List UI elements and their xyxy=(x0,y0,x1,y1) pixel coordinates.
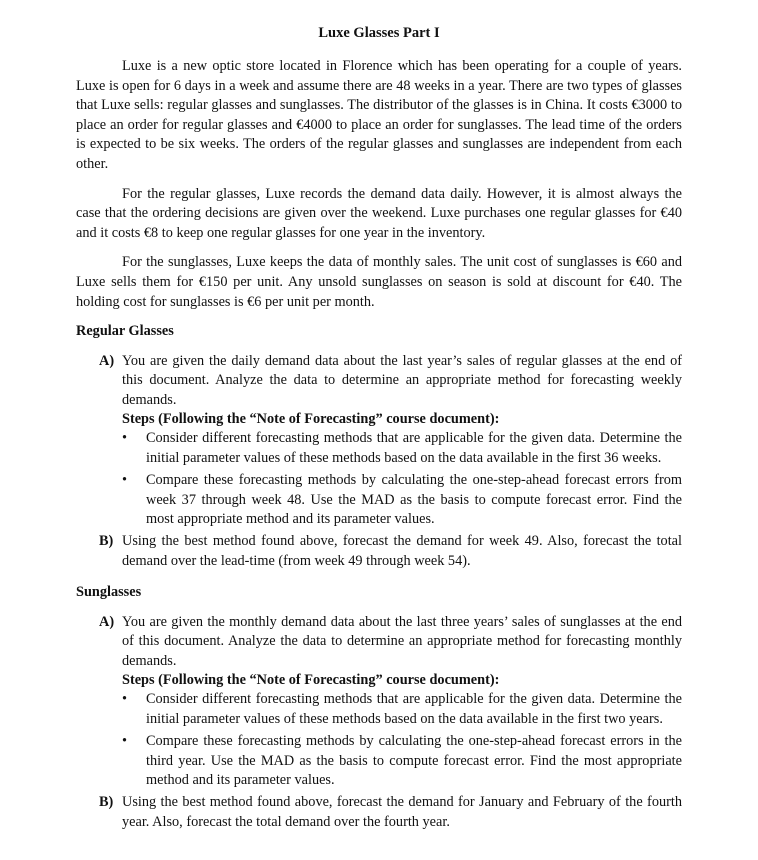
sunglasses-item-a-label: A) xyxy=(99,613,115,630)
regular-steps-label: Steps (Following the “Note of Forecasting” course document): xyxy=(122,410,500,427)
sunglasses-bullet-2-text: Compare these forecasting methods by calculating the one-step-ahead forecast errors in the third year. Use the MAD as the basis to compute forecast error. Find the most appropriate method and its parameter values. xyxy=(146,733,682,789)
document-title: Luxe Glasses Part I xyxy=(318,25,440,41)
sunglasses-item-b-label: B) xyxy=(99,794,114,811)
regular-glasses-heading: Regular Glasses xyxy=(76,323,174,340)
regular-item-b-label: B) xyxy=(99,533,114,550)
regular-bullet-1-text: Consider different forecasting methods that are applicable for the given data. Determine the initial parameter values of these methods based on the data available in the first 36 weeks. xyxy=(146,430,682,466)
sunglasses-heading: Sunglasses xyxy=(76,584,142,601)
sunglasses-bullet-2 xyxy=(76,732,682,790)
bullet-icon: • xyxy=(122,691,128,708)
regular-item-b-text: Using the best method found above, forecast the demand for week 49. Also, forecast the total demand over the lead-time (from week 49 through week 54). xyxy=(122,533,682,569)
bullet-icon: • xyxy=(122,733,128,750)
sunglasses-steps-label: Steps (Following the “Note of Forecasting” course document): xyxy=(122,672,500,688)
regular-item-a-text: You are given the daily demand data about the last year’s sales of regular glasses at the end of this document. Analyze the data to determine an appropriate method for forecasting weekly demands. xyxy=(122,352,682,408)
sunglasses-item-b-text: Using the best method found above, forecast the demand for January and February of the fourth year. Also, forecast the total demand over the fourth year. xyxy=(122,794,682,830)
bullet-icon: • xyxy=(122,430,128,447)
sunglasses-item-b xyxy=(76,793,682,832)
regular-bullet-2 xyxy=(76,471,682,529)
regular-bullet-2-text: Compare these forecasting methods by calculating the one-step-ahead forecast errors from week 37 through week 48. Use the MAD as the basis to compute forecast error. Find the most appropriate method and its parameter values. xyxy=(146,472,682,527)
intro-paragraph-3: For the sunglasses, Luxe keeps the data of monthly sales. The unit cost of sunglasses is €60 and Luxe sells them for €150 per unit. Any unsold sunglasses on season is sold at discount for €40. The holding cost for sunglasses is €6 per unit per month. xyxy=(76,254,682,310)
regular-item-a xyxy=(76,352,682,410)
regular-item-b xyxy=(76,532,682,571)
sunglasses-bullet-1 xyxy=(76,690,682,729)
sunglasses-bullet-1-text: Consider different forecasting methods that are applicable for the given data. Determine the initial parameter values of these methods based on the data available in the first two years. xyxy=(146,691,682,727)
intro-paragraph-2: For the regular glasses, Luxe records the demand data daily. However, it is almost always the case that the ordering decisions are given over the weekend. Luxe purchases one regular glasses for €40 and it costs €8 to keep one regular glasses for one year in the inventory. xyxy=(76,185,682,241)
regular-item-a-label: A) xyxy=(99,352,115,369)
regular-bullet-1 xyxy=(76,429,682,468)
bullet-icon: • xyxy=(122,472,128,489)
intro-paragraph-1: Luxe is a new optic store located in Florence which has been operating for a couple of years. Luxe is open for 6 days in a week and assume there are 48 weeks in a year. There are two types of glasses that Luxe sells: regular glasses and sunglasses. The distributor of the glasses is in China. It costs €3000 to place an order for regular glasses and €4000 to place an order for sunglasses. The lead time of the orders is expected to be six weeks. The orders of the regular glasses and sunglasses are independent from each other. xyxy=(76,58,682,172)
sunglasses-item-a-text: You are given the monthly demand data about the last three years’ sales of sunglasses at the end of this document. Analyze the data to determine an appropriate method for forecasting monthly demands. xyxy=(122,613,682,669)
sunglasses-item-a xyxy=(76,613,682,671)
